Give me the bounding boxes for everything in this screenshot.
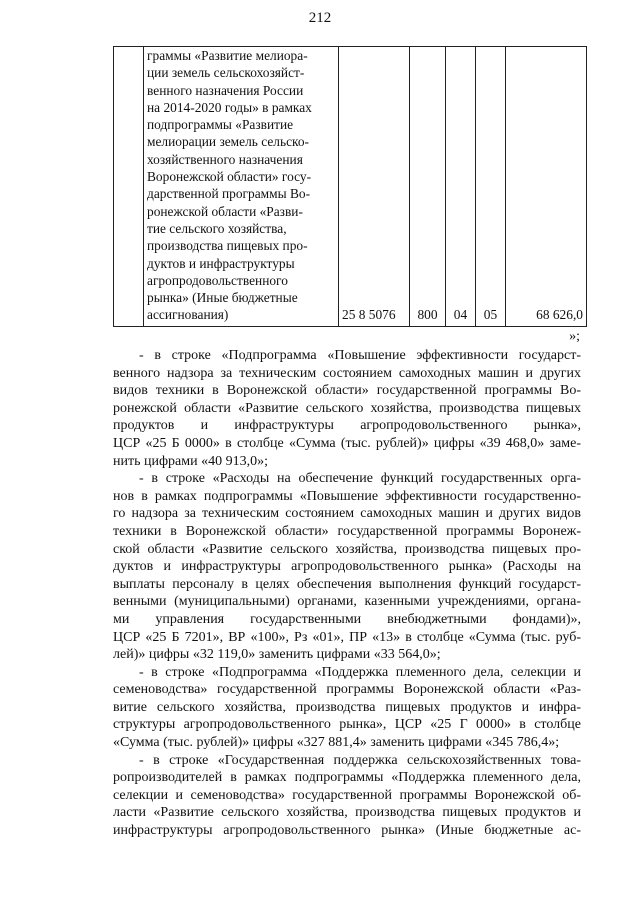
name-line: на 2014-2020 годы» в рамках [147,99,312,115]
text-line: инфраструктуры агропродовольственного рынка» (Иные бюджетные ас- [113,823,581,839]
paragraph [113,664,581,752]
paragraph [113,752,581,840]
pr-cell: 05 [476,47,506,327]
sum-cell: 68 626,0 [506,47,587,327]
paragraph [113,347,581,470]
page-number: 212 [308,10,332,26]
name-line: дуктов и инфраструктуры [147,255,295,271]
text-line: селекции и семеноводства» государственной программы Воронежской об- [113,787,581,803]
empty-number-cell [114,47,144,327]
name-line: граммы «Развитие мелиора- [147,48,308,63]
vr-cell: 800 [410,47,446,327]
name-line: подпрограммы «Развитие [147,117,294,133]
text-line: выплаты персоналу в целях обеспечения выполнения функций государст- [113,576,581,592]
text-line: венного надзора за техническим состоянием самоходных машин и других [113,365,581,381]
text-line: ЦСР «25 Б 7201», ВР «100», Рз «01», ПР «13» в столбце «Сумма (тыс. руб- [113,629,581,645]
text-line: техники в Воронежской области» государственной программы Воронеж- [113,523,581,539]
text-line: витие сельского хозяйства, производства пищевых продуктов и инфра- [113,699,581,715]
text-line: - в строке «Подпрограмма «Повышение эффективности государст- [139,348,581,363]
name-line: Воронежской области» госу- [147,169,312,185]
text-line: продуктов и инфраструктуры агропродовольственного рынка», [113,418,581,434]
text-line: ропроизводителей в рамках подпрограммы «Поддержка племенного дела, [113,770,581,786]
name-line: венного назначения России [147,82,304,98]
text-line: нов в рамках подпрограммы «Повышение эффективности государственно- [113,488,581,504]
text-line: видов техники в Воронежской области» государственной программы Во- [113,383,581,399]
name-line: мелиорации земель сельско- [147,134,309,150]
name-line: ции земель сельскохозяйст- [147,65,305,81]
text-line: лей)» цифры «32 119,0» заменить цифрами «33 564,0»; [113,647,441,663]
name-line: хозяйственного назначения [147,151,303,167]
text-line: го надзора за техническим состоянием самоходных машин и других видов [113,506,581,522]
name-line: тие сельского хозяйства, [147,220,287,236]
table-row [114,47,587,327]
rz-cell: 04 [446,47,476,327]
text-line: венными (муниципальными) органами, казенными учреждениями, органа- [113,594,581,610]
text-line: ми управления государственными внебюджетными фондами)», [113,611,581,627]
name-line: дарственной программы Во- [147,186,311,202]
name-line: ассигнования) [147,307,229,323]
amendment-text [113,347,581,840]
csr-cell: 25 8 5076 [339,47,410,327]
text-line: структуры агропродовольственного рынка», ЦСР «25 Г 0000» в столбце [113,717,581,733]
name-line: производства пищевых про- [147,238,308,254]
text-line: «Сумма (тыс. рублей)» цифры «327 881,4» заменить цифрами «345 786,4»; [113,735,560,751]
paragraph [113,470,581,664]
name-line: рынка» (Иные бюджетные [147,290,298,306]
name-cell [144,47,339,327]
text-line: семеноводства» государственной программы Воронежской области «Раз- [113,682,581,698]
text-line: - в строке «Подпрограмма «Поддержка племенного дела, селекции и [139,664,581,680]
closing-quote: »; [569,329,580,344]
name-line: агропродовольственного [147,272,288,288]
text-line: ласти «Развитие сельского хозяйства, производства пищевых продуктов и [113,805,581,821]
name-line: ронежской области «Разви- [147,203,303,219]
budget-table [113,46,587,327]
text-line: - в строке «Расходы на обеспечение функций государственных орга- [139,471,581,487]
text-line: ЦСР «25 Б 0000» в столбце «Сумма (тыс. рублей)» цифры «39 468,0» заме- [113,435,581,451]
text-line: нить цифрами «40 913,0»; [113,453,268,469]
text-line: - в строке «Государственная поддержка сельскохозяйственных това- [139,752,581,768]
text-line: ронежской области «Развитие сельского хозяйства, производства пищевых [113,400,581,416]
text-line: дуктов и инфраструктуры агропродовольственного рынка» (Расходы на [113,559,581,575]
text-line: ской области «Развитие сельского хозяйства, производства пищевых про- [113,541,581,557]
